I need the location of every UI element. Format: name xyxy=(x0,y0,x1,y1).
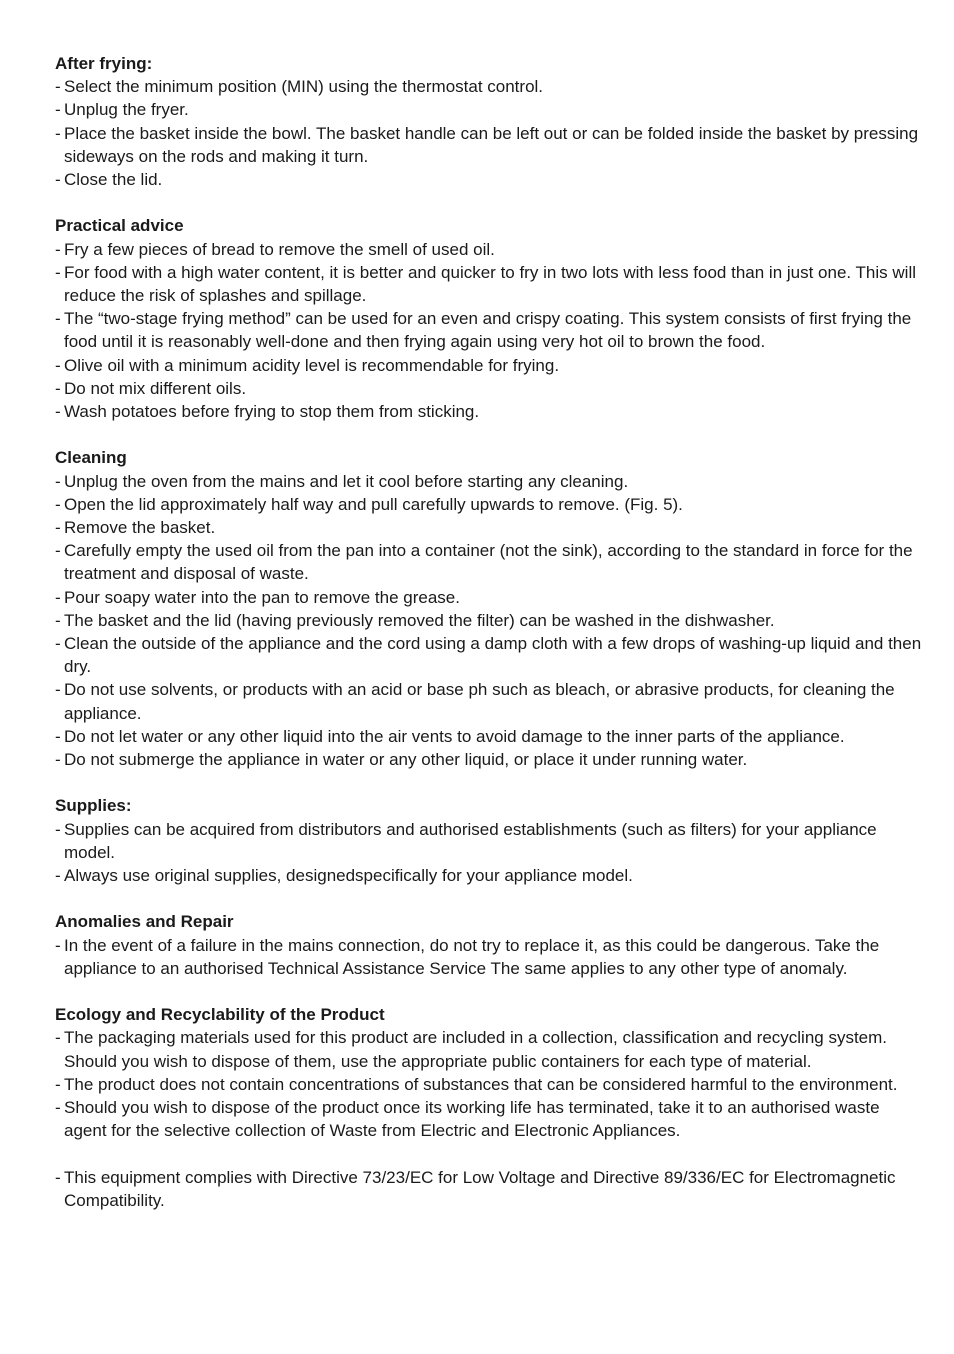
list-item xyxy=(55,1073,925,1096)
list-item xyxy=(55,1166,925,1212)
list-item-text: The “two-stage frying method” can be used for an even and crispy coating. This system consists of first frying the food until it is reasonably well-done and then frying again using very hot oil to brown the food. xyxy=(64,309,912,352)
list-item xyxy=(55,864,925,887)
list-item xyxy=(55,493,925,516)
list-item-text: Do not let water or any other liquid into the air vents to avoid damage to the inner parts of the appliance. xyxy=(64,726,845,746)
instruction-list xyxy=(55,934,925,980)
list-item xyxy=(55,98,925,121)
bullet-dash: - xyxy=(55,935,61,955)
list-item-text: The packaging materials used for this product are included in a collection, classification and recycling system. Should you wish to dispose of them, use the appropriate public containers for each type of material. xyxy=(64,1028,888,1071)
bullet-dash: - xyxy=(55,262,61,282)
list-item xyxy=(55,470,925,493)
bullet-dash: - xyxy=(55,494,61,514)
bullet-dash: - xyxy=(55,518,61,538)
bullet-dash: - xyxy=(55,726,61,746)
section-ecology-recyclability xyxy=(55,1003,925,1142)
list-item-text: Olive oil with a minimum acidity level is recommendable for frying. xyxy=(64,355,560,375)
section-after-frying xyxy=(55,52,925,191)
list-item xyxy=(55,516,925,539)
section-heading: Supplies: xyxy=(55,796,132,816)
instruction-list xyxy=(55,1166,925,1212)
bullet-dash: - xyxy=(55,309,61,329)
bullet-dash: - xyxy=(55,402,61,422)
list-item-text: Fry a few pieces of bread to remove the smell of used oil. xyxy=(64,239,495,259)
section-supplies xyxy=(55,794,925,887)
list-item-text: Remove the basket. xyxy=(64,518,216,538)
bullet-dash: - xyxy=(55,819,61,839)
bullet-dash: - xyxy=(55,541,61,561)
bullet-dash: - xyxy=(55,170,61,190)
bullet-dash: - xyxy=(55,378,61,398)
instruction-list xyxy=(55,470,925,772)
list-item-text: Do not mix different oils. xyxy=(64,378,247,398)
list-item-text: Open the lid approximately half way and pull carefully upwards to remove. (Fig. 5). xyxy=(64,494,683,514)
list-item-text: Unplug the oven from the mains and let it cool before starting any cleaning. xyxy=(64,471,629,491)
section-cleaning xyxy=(55,446,925,771)
bullet-dash: - xyxy=(55,1167,61,1187)
list-item xyxy=(55,1026,925,1072)
list-item-text: Pour soapy water into the pan to remove the grease. xyxy=(64,587,460,607)
list-item-text: Close the lid. xyxy=(64,170,163,190)
list-item-text: Place the basket inside the bowl. The basket handle can be left out or can be folded inside the basket by pressing sideways on the rods and making it turn. xyxy=(64,123,919,166)
list-item xyxy=(55,678,925,724)
bullet-dash: - xyxy=(55,77,61,97)
list-item xyxy=(55,934,925,980)
section-anomalies-repair xyxy=(55,910,925,980)
list-item xyxy=(55,818,925,864)
list-item-text: Do not submerge the appliance in water or any other liquid, or place it under running water. xyxy=(64,750,748,770)
manual-page xyxy=(55,52,925,1235)
list-item xyxy=(55,1096,925,1142)
list-item-text: Always use original supplies, designedspecifically for your appliance model. xyxy=(64,866,633,886)
section-heading: Practical advice xyxy=(55,216,184,236)
instruction-list xyxy=(55,238,925,424)
bullet-dash: - xyxy=(55,1074,61,1094)
list-item xyxy=(55,539,925,585)
list-item xyxy=(55,586,925,609)
section-practical-advice xyxy=(55,214,925,423)
bullet-dash: - xyxy=(55,123,61,143)
list-item-text: In the event of a failure in the mains connection, do not try to replace it, as this could be dangerous. Take the appliance to an authorised Technical Assistance Service The same applies to any other type of anomaly. xyxy=(64,935,880,978)
section-heading: Ecology and Recyclability of the Product xyxy=(55,1005,385,1025)
bullet-dash: - xyxy=(55,100,61,120)
bullet-dash: - xyxy=(55,1098,61,1118)
list-item xyxy=(55,725,925,748)
list-item xyxy=(55,400,925,423)
section-heading: Anomalies and Repair xyxy=(55,912,234,932)
instruction-list xyxy=(55,75,925,191)
list-item xyxy=(55,609,925,632)
section-heading: After frying: xyxy=(55,54,153,73)
section-heading: Cleaning xyxy=(55,448,127,468)
list-item-text: Do not use solvents, or products with an acid or base ph such as bleach, or abrasive products, for cleaning the appliance. xyxy=(64,680,895,723)
list-item-text: For food with a high water content, it is better and quicker to fry in two lots with less food than in just one. This will reduce the risk of splashes and spillage. xyxy=(64,262,916,306)
list-item-text: Supplies can be acquired from distributors and authorised establishments (such as filters) for your appliance model. xyxy=(64,819,877,862)
section-compliance xyxy=(55,1166,925,1212)
list-item xyxy=(55,75,925,98)
bullet-dash: - xyxy=(55,1028,61,1048)
list-item-text: The product does not contain concentrations of substances that can be considered harmful to the environment. xyxy=(64,1074,898,1094)
bullet-dash: - xyxy=(55,471,61,491)
list-item-text: Select the minimum position (MIN) using the thermostat control. xyxy=(64,77,544,97)
bullet-dash: - xyxy=(55,355,61,375)
bullet-dash: - xyxy=(55,239,61,259)
list-item-text: This equipment complies with Directive 73/23/EC for Low Voltage and Directive 89/336/EC for Electromagnetic Compatibility. xyxy=(64,1167,896,1210)
list-item xyxy=(55,307,925,353)
list-item-text: Should you wish to dispose of the product once its working life has terminated, take it to an authorised waste agent for the selective collection of Waste from Electric and Electronic Appliances. xyxy=(64,1098,880,1141)
list-item xyxy=(55,261,925,307)
bullet-dash: - xyxy=(55,680,61,700)
list-item-text: Clean the outside of the appliance and the cord using a damp cloth with a few drops of washing-up liquid and then dry. xyxy=(64,634,922,677)
bullet-dash: - xyxy=(55,634,61,654)
list-item xyxy=(55,632,925,678)
bullet-dash: - xyxy=(55,750,61,770)
list-item-text: Carefully empty the used oil from the pan into a container (not the sink), according to the standard in force for the treatment and disposal of waste. xyxy=(64,541,913,584)
list-item xyxy=(55,168,925,191)
instruction-list xyxy=(55,818,925,888)
list-item-text: Unplug the fryer. xyxy=(64,100,189,120)
bullet-dash: - xyxy=(55,587,61,607)
list-item xyxy=(55,122,925,168)
list-item xyxy=(55,354,925,377)
bullet-dash: - xyxy=(55,610,61,630)
bullet-dash: - xyxy=(55,866,61,886)
list-item-text: The basket and the lid (having previously removed the filter) can be washed in the dishwasher. xyxy=(64,610,775,630)
list-item xyxy=(55,377,925,400)
list-item xyxy=(55,238,925,261)
list-item-text: Wash potatoes before frying to stop them from sticking. xyxy=(64,402,480,422)
instruction-list xyxy=(55,1026,925,1142)
list-item xyxy=(55,748,925,771)
